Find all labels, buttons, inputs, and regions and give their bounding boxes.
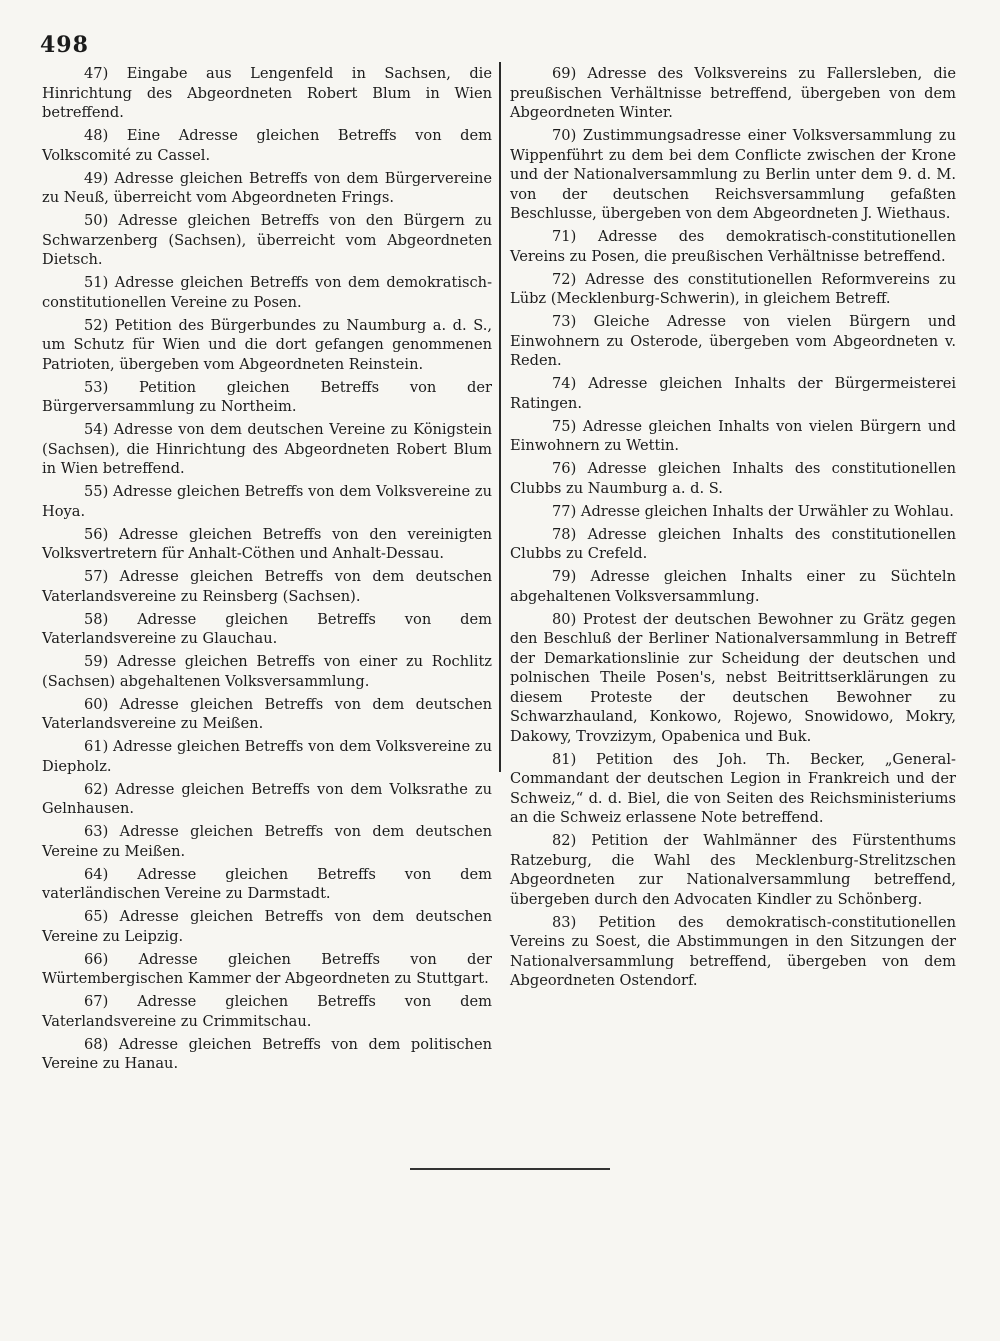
list-item: 54) Adresse von dem deutschen Vereine zu Königstein (Sachsen), die Hinrichtung des Abgeordneten Robert Blum in Wien betreffend. bbox=[42, 421, 492, 477]
list-item: 71) Adresse des demokratisch-constitutionellen Vereins zu Posen, die preußischen Verhältnisse betreffend. bbox=[510, 228, 956, 265]
list-item: 63) Adresse gleichen Betreffs von dem deutschen Vereine zu Meißen. bbox=[42, 823, 492, 860]
list-item: 78) Adresse gleichen Inhalts des constitutionellen Clubbs zu Crefeld. bbox=[510, 525, 956, 562]
list-item: 83) Petition des demokratisch-constitutionellen Vereins zu Soest, die Abstimmungen in den Sitzungen der Nationalversammlung betreffend, übergeben von dem Abgeordneten Ostendorf. bbox=[510, 913, 956, 989]
left-column bbox=[42, 64, 492, 1077]
list-item: 57) Adresse gleichen Betreffs von dem deutschen Vaterlandsvereine zu Reinsberg (Sachsen). bbox=[42, 568, 492, 605]
right-column bbox=[510, 64, 956, 994]
list-item: 60) Adresse gleichen Betreffs von dem deutschen Vaterlandsvereine zu Meißen. bbox=[42, 695, 492, 732]
list-item: 53) Petition gleichen Betreffs von der Bürgerversammlung zu Northeim. bbox=[42, 378, 492, 415]
list-item: 76) Adresse gleichen Inhalts des constitutionellen Clubbs zu Naumburg a. d. S. bbox=[510, 460, 956, 497]
list-item: 65) Adresse gleichen Betreffs von dem deutschen Vereine zu Leipzig. bbox=[42, 908, 492, 945]
list-item: 69) Adresse des Volksvereins zu Fallersleben, die preußischen Verhältnisse betreffend, übergeben von dem Abgeordneten Winter. bbox=[510, 65, 956, 121]
list-item: 72) Adresse des constitutionellen Reformvereins zu Lübz (Mecklenburg-Schwerin), in gleichem Betreff. bbox=[510, 270, 956, 307]
list-item: 48) Eine Adresse gleichen Betreffs von dem Volkscomité zu Cassel. bbox=[42, 127, 492, 164]
list-item: 77) Adresse gleichen Inhalts der Urwähler zu Wohlau. bbox=[552, 502, 954, 520]
list-item: 64) Adresse gleichen Betreffs von dem vaterländischen Vereine zu Darmstadt. bbox=[42, 865, 492, 902]
list-item: 59) Adresse gleichen Betreffs von einer zu Rochlitz (Sachsen) abgehaltenen Volksversammlung. bbox=[42, 653, 492, 690]
page-number: 498 bbox=[40, 32, 89, 58]
list-item: 68) Adresse gleichen Betreffs von dem politischen Vereine zu Hanau. bbox=[42, 1035, 492, 1072]
list-item: 47) Eingabe aus Lengenfeld in Sachsen, die Hinrichtung des Abgeordneten Robert Blum in Wien betreffend. bbox=[42, 65, 492, 121]
list-item: 66) Adresse gleichen Betreffs von der Würtembergischen Kammer der Abgeordneten zu Stuttgart. bbox=[42, 950, 492, 987]
list-item: 52) Petition des Bürgerbundes zu Naumburg a. d. S., um Schutz für Wien und die dort gefangen genommenen Patrioten, übergeben vom Abgeordneten Reinstein. bbox=[42, 316, 492, 373]
list-item: 79) Adresse gleichen Inhalts einer zu Süchteln abgehaltenen Volksversammlung. bbox=[510, 568, 956, 605]
list-item: 81) Petition des Joh. Th. Becker, „General-Commandant der deutschen Legion in Frankreich und der Schweiz,“ d. d. Biel, die von Seiten des Reichsministeriums an die Schweiz erlassene Note betreffend. bbox=[510, 750, 956, 826]
list-item: 62) Adresse gleichen Betreffs von dem Volksrathe zu Gelnhausen. bbox=[42, 780, 492, 817]
list-item: 51) Adresse gleichen Betreffs von dem demokratisch-constitutionellen Vereine zu Posen. bbox=[42, 274, 492, 311]
list-item: 82) Petition der Wahlmänner des Fürstenthums Ratzeburg, die Wahl des Mecklenburg-Strelitzschen Abgeordneten zur Nationalversammlung betreffend, übergeben durch den Advocaten Kindler zu Schönberg. bbox=[510, 832, 956, 908]
list-item: 56) Adresse gleichen Betreffs von den vereinigten Volksvertretern für Anhalt-Cöthen und Anhalt-Dessau. bbox=[42, 525, 492, 562]
list-item: 50) Adresse gleichen Betreffs von den Bürgern zu Schwarzenberg (Sachsen), überreicht vom Abgeordneten Dietsch. bbox=[42, 212, 492, 268]
list-item: 67) Adresse gleichen Betreffs von dem Vaterlandsvereine zu Crimmitschau. bbox=[42, 993, 492, 1030]
list-item: 49) Adresse gleichen Betreffs von dem Bürgervereine zu Neuß, überreicht vom Abgeordneten Frings. bbox=[42, 169, 492, 206]
list-item: 80) Protest der deutschen Bewohner zu Grätz gegen den Beschluß der Berliner Nationalversammlung in Betreff der Demarkationslinie zur Scheidung der deutschen und polnischen Theile Posen's, nebst Beitrittserklärungen zu diesem Proteste der deutschen Bewohner zu Schwarzhauland, Konkowo, Rojewo, Snowidowo, Mokry, Dakowy, Trovzizym, Opabenica und Buk. bbox=[510, 610, 956, 745]
footer-rule bbox=[410, 1168, 610, 1170]
list-item: 61) Adresse gleichen Betreffs von dem Volksvereine zu Diepholz. bbox=[42, 738, 492, 775]
list-item: 73) Gleiche Adresse von vielen Bürgern und Einwohnern zu Osterode, übergeben vom Abgeordneten v. Reden. bbox=[510, 313, 956, 369]
list-item: 55) Adresse gleichen Betreffs von dem Volksvereine zu Hoya. bbox=[42, 483, 492, 520]
column-divider bbox=[499, 62, 501, 772]
list-item: 70) Zustimmungsadresse einer Volksversammlung zu Wippenführt zu dem bei dem Conflicte zwischen der Krone und der Nationalversammlung zu Berlin unter dem 9. d. M. von der deutschen Reichsversammlung gefaßten Beschlusse, übergeben von dem Abgeordneten J. Wiethaus. bbox=[510, 127, 956, 222]
list-item: 74) Adresse gleichen Inhalts der Bürgermeisterei Ratingen. bbox=[510, 375, 956, 412]
list-item: 75) Adresse gleichen Inhalts von vielen Bürgern und Einwohnern zu Wettin. bbox=[510, 417, 956, 454]
list-item: 58) Adresse gleichen Betreffs von dem Vaterlandsvereine zu Glauchau. bbox=[42, 610, 492, 647]
